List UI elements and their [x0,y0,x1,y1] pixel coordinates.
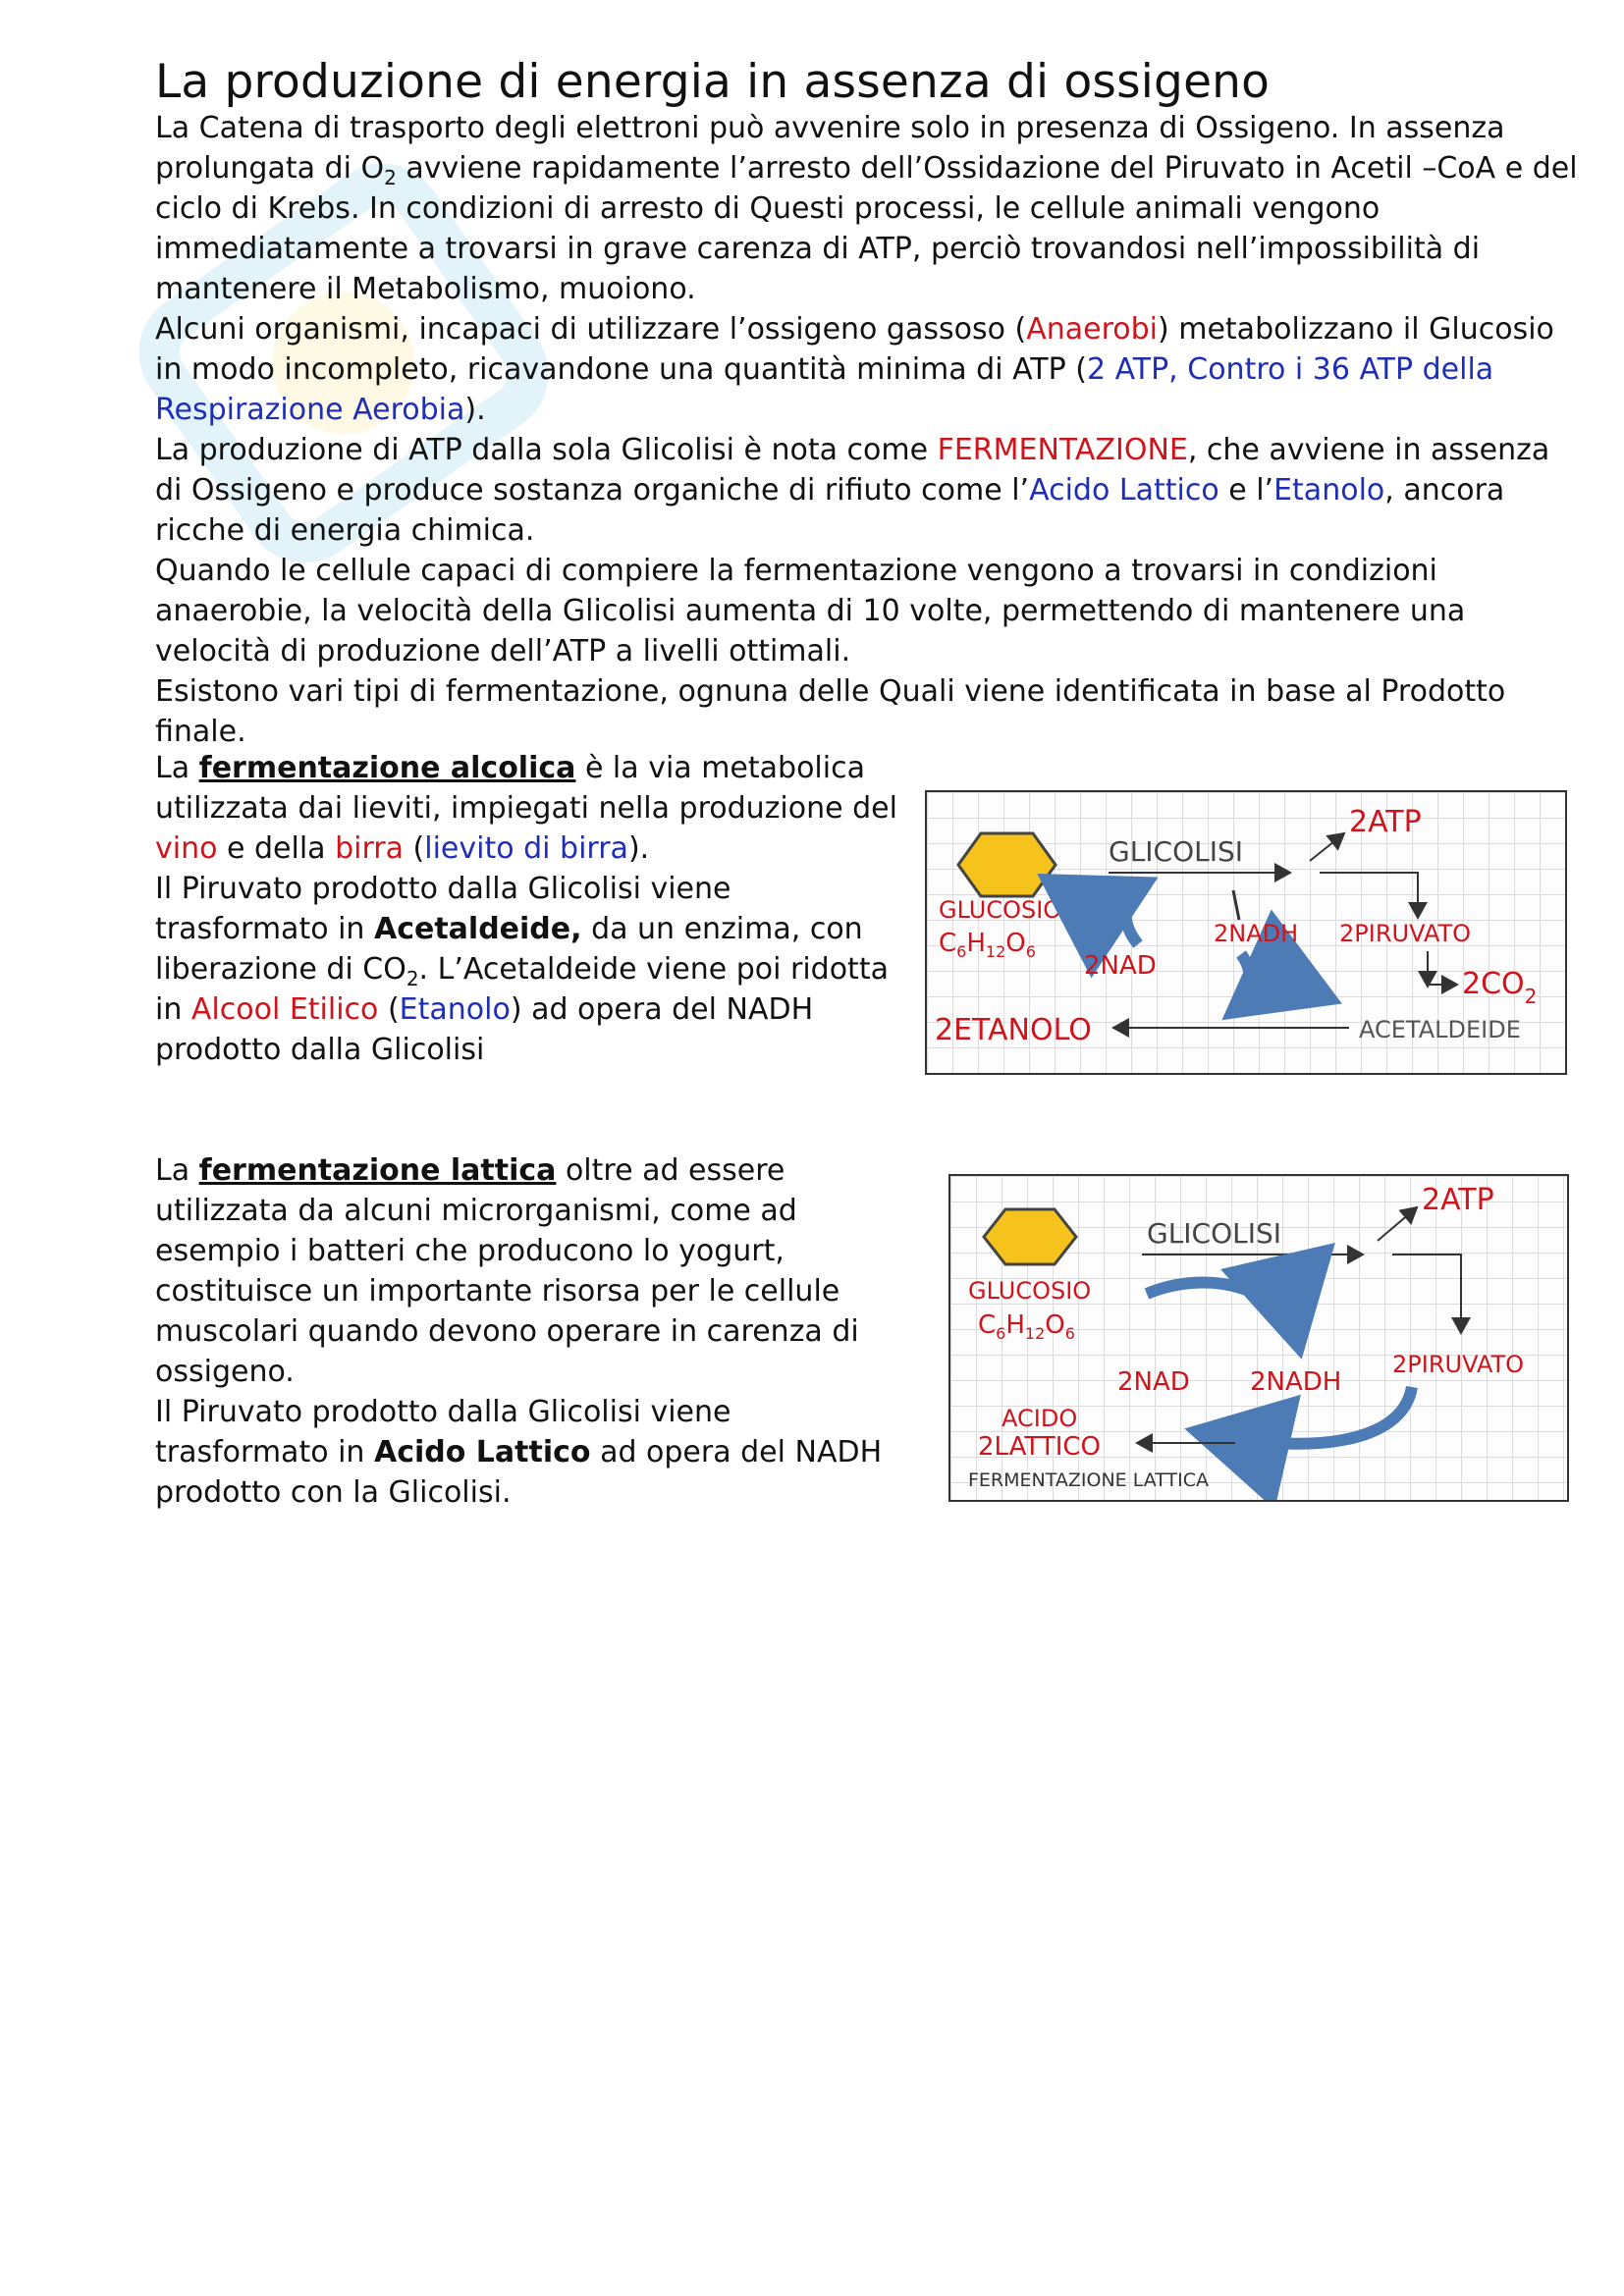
to-piruvato-arrow [1320,873,1418,918]
alcolica-paragraph-1: La fermentazione alcolica è la via metabolica utilizzata dai lieviti, impiegati nella produzione del vino e della birra (lievito di birra). [155,751,897,866]
intro-paragraph-5: Esistono vari tipi di fermentazione, ognuna delle Quali viene identificata in base al Prodotto finale. [155,674,1506,749]
etanolo-label: 2ETANOLO [935,1013,1092,1047]
glucosio-label-2: GLUCOSIO [968,1277,1092,1305]
lievito-term: lievito di birra [424,831,628,866]
nad-cycle-arrow [1126,882,1148,944]
lattica-paragraph-1: La fermentazione lattica oltre ad essere utilizzata da alcuni microrganismi, come ad esempio i batteri che producono lo yogurt, costituisce un importante risorsa per le cellule muscolari quando devono operare in carenza di ossigeno. [155,1153,859,1389]
etanolo-term: Etanolo [1273,473,1385,507]
atp-label: 2ATP [1349,805,1422,839]
nad-to-nadh-arrow [1147,1283,1299,1348]
to-piruvato-arrow-2 [1392,1255,1461,1333]
nadh-cycle-arrow [1231,954,1250,1013]
nadh-mark [1233,890,1239,920]
alcoholic-diagram-svg [927,792,1565,1073]
acetaldeide-term: Acetaldeide, [373,912,582,946]
intro-paragraph-4: Quando le cellule capaci di compiere la fermentazione vengono a trovarsi in condizioni anaerobie, la velocità della Glicolisi aumenta di 10 volte, permettendo di mantenere una velocità di produzione dell’ATP a livelli ottimali. [155,554,1466,668]
acido-label: ACIDO [1001,1405,1078,1432]
lattica-section [155,1150,901,1513]
anaerobi-term: Anaerobi [1026,312,1158,347]
nadh-label-2: 2NADH [1250,1367,1342,1397]
piruvato-label: 2PIRUVATO [1339,920,1472,947]
glucose-formula: $C_6H_{12}O_6$ [939,929,1036,961]
alcolica-section [155,748,901,1070]
lattica-paragraph-2: Il Piruvato prodotto dalla Glicolisi viene trasformato in Acido Lattico ad opera del NADH prodotto con la Glicolisi. [155,1395,883,1510]
alcolica-term: fermentazione alcolica [198,751,576,785]
nad-label-2: 2NAD [1117,1367,1190,1397]
alcool-etilico-term: Alcool Etilico [190,992,379,1027]
lactic-fermentation-diagram [948,1174,1569,1502]
glicolisi-label: GLICOLISI [1109,835,1244,868]
vino-term: vino [155,831,218,866]
birra-term: birra [335,831,404,866]
atp-label-2: 2ATP [1422,1183,1494,1217]
diagram-caption: FERMENTAZIONE LATTICA [968,1469,1209,1491]
intro-section [155,108,1579,752]
page-title: La produzione di energia in assenza di ossigeno [155,55,1271,109]
nadh-label: 2NADH [1214,920,1299,947]
atp-arrow [1310,833,1344,861]
glucose-formula-2: $C_6H_{12}O_6$ [978,1310,1075,1343]
glicolisi-label-2: GLICOLISI [1147,1217,1282,1250]
lactic-diagram-svg [950,1176,1567,1500]
acido-lattico-bold: Acido Lattico [373,1435,591,1469]
piruvato-label-2: 2PIRUVATO [1392,1351,1525,1378]
acetaldeide-label: ACETALDEIDE [1359,1016,1521,1043]
intro-paragraph-2: Alcuni organismi, incapaci di utilizzare l’ossigeno gassoso (Anaerobi) metabolizzano il Glucosio in modo incompleto, ricavandone una quantità minima di ATP (2 ATP, Contro i 36 ATP della Respirazione Aerobia). [155,312,1554,427]
lattico-label: 2LATTICO [978,1432,1101,1462]
atp-comparison: 2 ATP, Contro i 36 ATP della Respirazione Aerobia [155,352,1494,427]
glucose-hexagon-icon-2 [984,1209,1076,1264]
alcolica-paragraph-2: Il Piruvato prodotto dalla Glicolisi viene trasformato in Acetaldeide, da un enzima, con liberazione di $CO_2$. L’Acetaldeide viene poi ridotta in Alcool Etilico (Etanolo) ad opera del NADH prodotto dalla Glicolisi [155,872,889,1067]
fermentazione-term: FERMENTAZIONE [937,433,1188,467]
intro-paragraph-3: La produzione di ATP dalla sola Glicolisi è nota come FERMENTAZIONE, che avviene in assenza di Ossigeno e produce sostanza organiche di rifiuto come l’Acido Lattico e l’Etanolo, ancora ricche di energia chimica. [155,433,1550,548]
nad-label: 2NAD [1084,951,1157,981]
glucosio-label: GLUCOSIO [939,896,1062,924]
etanolo-term-2: Etanolo [399,992,511,1027]
acido-lattico-term: Acido Lattico [1029,473,1219,507]
alcoholic-fermentation-diagram [925,790,1567,1075]
atp-arrow-2 [1378,1207,1417,1241]
lattica-term: fermentazione lattica [198,1153,557,1188]
glucose-hexagon-icon [958,833,1056,896]
intro-paragraph-1: La Catena di trasporto degli elettroni può avvenire solo in presenza di Ossigeno. In assenza prolungata di $O_2$ avviene rapidamente l’arresto dell’Ossidazione del Piruvato in Acetil –CoA e del ciclo di Krebs. In condizioni di arresto di Questi processi, le cellule animali vengono immediatamente a trovarsi in grave carenza di ATP, perciò trovandosi nell’impossibilità di mantenere il Metabolismo, muoiono. [155,111,1578,306]
co2-label: $2CO_2$ [1462,967,1538,1008]
